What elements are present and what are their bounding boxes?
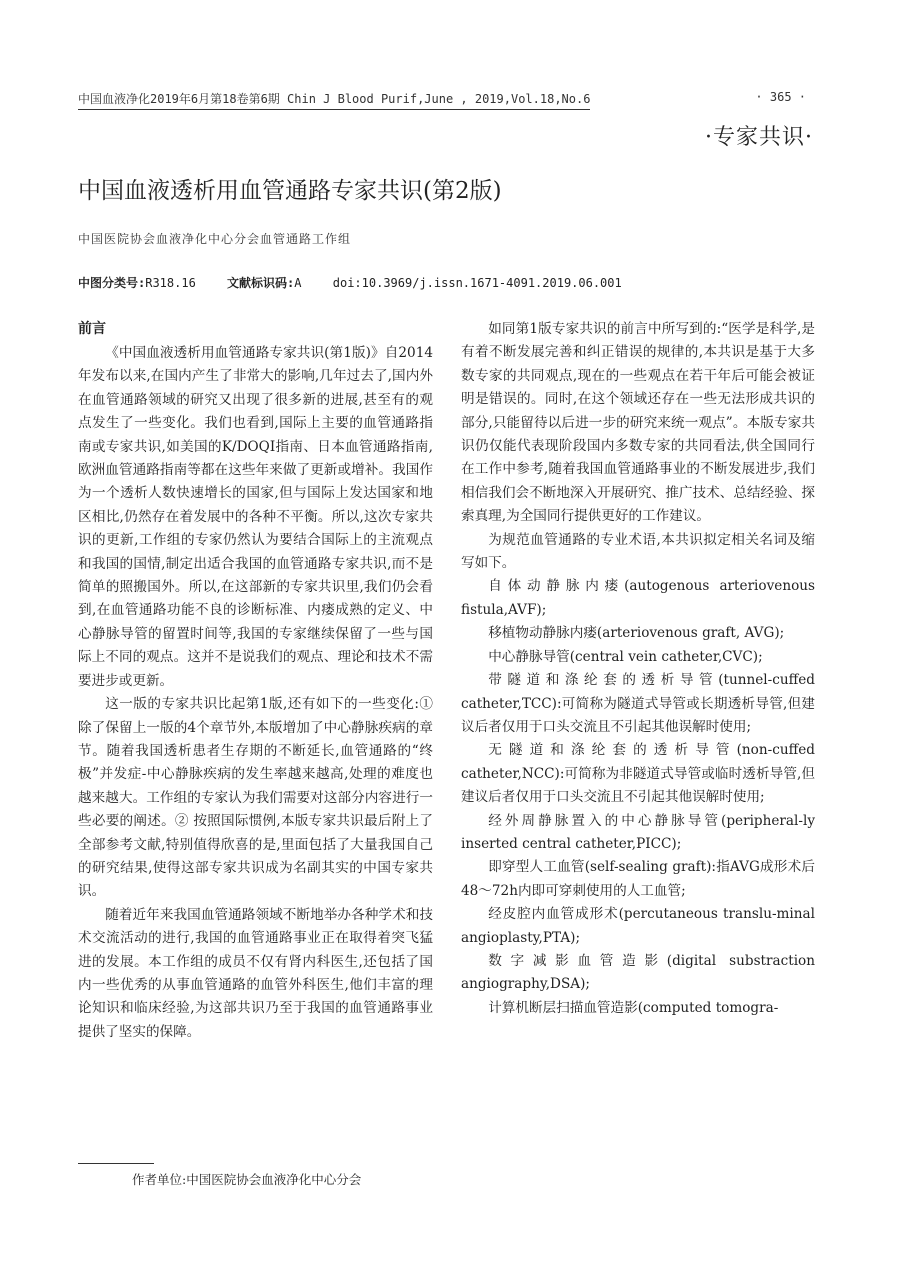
term-definition: 移植物动静脉内瘘(arteriovenous graft, AVG); (488, 625, 785, 642)
journal-citation: 中国血液净化2019年6月第18卷第6期 Chin J Blood Purif,June , 2019,Vol.18,No.6 (78, 90, 590, 110)
term-definition: 经皮腔内血管成形术(percutaneous translu-minal angioplasty,PTA); (461, 906, 815, 946)
author-group: 中国医院协会血液净化中心分会血管通路工作组 (78, 232, 352, 246)
doc-value: A (294, 276, 302, 290)
term-definition: 自体动静脉内瘘(autogenous arteriovenous fistula,AVF); (461, 578, 815, 618)
footnote-rule (78, 1163, 154, 1164)
author-affiliation-footnote: 作者单位:中国医院协会血液净化中心分会 (132, 1172, 362, 1187)
term-definition: 无隧道和涤纶套的透析导管(non-cuffed catheter,NCC):可简称为非隧道式导管或临时透析导管,但建议后者仅用于口头交流且不引起其他误解时使用; (461, 742, 815, 806)
paragraph: 随着近年来我国血管通路领域不断地举办各种学术和技术交流活动的进行,我国的血管通路事业正在取得着突飞猛进的发展。本工作组的成员不仅有肾内科医生,还包括了国内一些优秀的从事血管通路的血管外科医生,他们丰富的理论知识和临床经验,为这部共识乃至于我国的血管通路事业提供了坚实的保障。 (78, 906, 433, 1040)
document-code (227, 276, 301, 290)
page-number: · 365 · (755, 90, 806, 104)
term-definition: 经外周静脉置入的中心静脉导管(peripheral-ly inserted central catheter,PICC); (461, 812, 815, 852)
paragraph: 这一版的专家共识比起第1版,还有如下的一些变化:① 除了保留上一版的4个章节外,本版增加了中心静脉疾病的章节。随着我国透析患者生存期的不断延长,血管通路的“终极”并发症-中心静脉疾病的发生率越来越高,处理的难度也越来越大。工作组的专家认为我们需要对这部分内容进行一些必要的阐述。② 按照国际惯例,本版专家共识最后附上了全部参考文献,特别值得欣喜的是,里面包括了大量我国自己的研究结果,使得这部专家共识成为名副其实的中国专家共识。 (78, 696, 433, 900)
doc-label: 文献标识码: (227, 276, 295, 290)
left-column (78, 318, 433, 1044)
term-definition: 数字减影血管造影(digital substraction angiography,DSA); (461, 952, 815, 993)
term-definition: 计算机断层扫描血管造影(computed tomogra- (488, 999, 779, 1016)
clc-value: R318.16 (145, 276, 196, 290)
paragraph: 《中国血液透析用血管通路专家共识(第1版)》自2014年发布以来,在国内产生了非常大的影响,几年过去了,国内外在血管通路领域的研究又出现了很多新的进展,甚至有的观点发生了一些变化。我们也看到,国际上主要的血管通路指南或专家共识,如美国的K/DOQI指南、日本血管通路指南,欧洲血管通路指南等都在这些年来做了更新或增补。我国作为一个透析人数快速增长的国家,但与国际上发达国家和地区相比,仍然存在着发展中的各种不平衡。所以,这次专家共识的更新,工作组的专家仍然认为要结合国际上的主流观点和我国的国情,制定出适合我国的血管通路专家共识,而不是简单的照搬国外。所以,在这部新的专家共识里,我们仍会看到,在血管通路功能不良的诊断标准、内瘘成熟的定义、中心静脉导管的留置时间等,我国的专家继续保留了一些与国际上不同的观点。这并不是说我们的观点、理论和技术不需要进步或更新。 (78, 345, 433, 689)
clc-label: 中图分类号: (78, 276, 146, 290)
paragraph: 为规范血管通路的专业术语,本共识拟定相关名词及缩写如下。 (461, 531, 815, 572)
term-definition: 即穿型人工血管(self-sealing graft):指AVG成形术后48～72h内即可穿刺使用的人工血管; (461, 859, 815, 899)
section-tag: ·专家共识· (705, 125, 813, 150)
paragraph: 如同第1版专家共识的前言中所写到的:“医学是科学,是有着不断发展完善和纠正错误的规律的,本共识是基于大多数专家的共同观点,现在的一些观点在若干年后可能会被证明是错误的。同时,在这个领域还存在一些无法形成共识的部分,只能留待以后进一步的研究来统一观点”。本版专家共识仍仅能代表现阶段国内多数专家的共同看法,供全国同行在工作中参考,随着我国血管通路事业的不断发展进步,我们相信我们会不断地深入开展研究、推广技术、总结经验、探索真理,为全国同行提供更好的工作建议。 (461, 321, 815, 525)
article-title: 中国血液透析用血管通路专家共识(第2版) (78, 178, 502, 204)
right-column (461, 318, 815, 1020)
section-heading-preface: 前言 (78, 321, 106, 337)
article-meta (78, 274, 646, 291)
term-definition: 带隧道和涤纶套的透析导管(tunnel-cuffed catheter,TCC):可简称为隧道式导管或长期透析导管,但建议后者仅用于口头交流且不引起其他误解时使用; (461, 672, 815, 735)
doi: doi:10.3969/j.issn.1671-4091.2019.06.001 (332, 276, 622, 290)
clc-number (78, 276, 196, 290)
term-definition: 中心静脉导管(central vein catheter,CVC); (488, 648, 763, 665)
